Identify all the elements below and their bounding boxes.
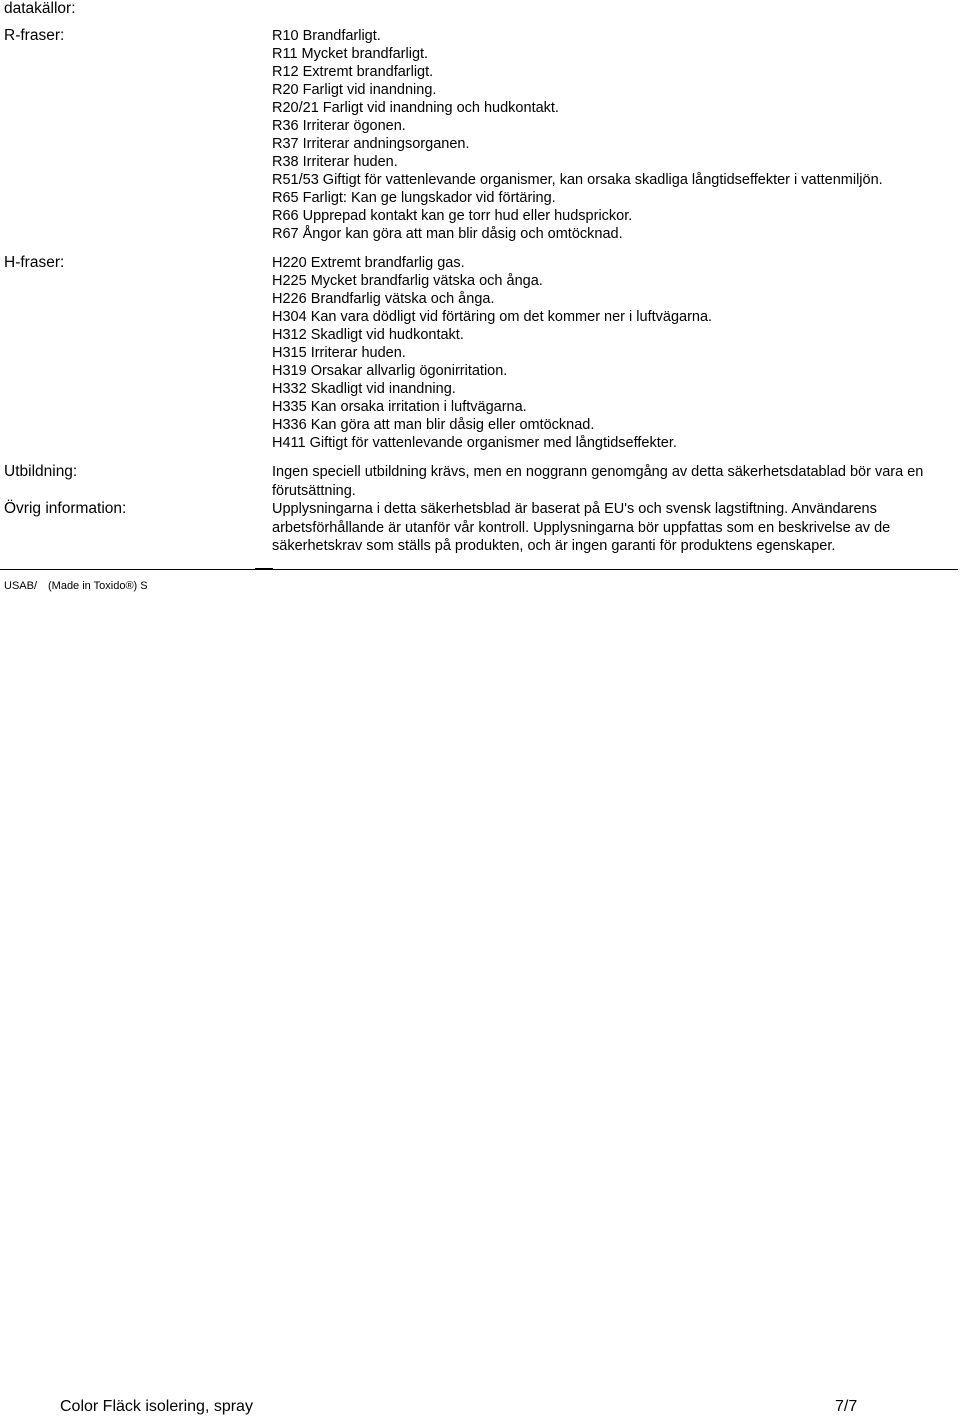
utbildning-text: Ingen speciell utbildning krävs, men en noggrann genomgång av detta säkerhetsdatablad bör vara en förutsättning. [272, 464, 924, 499]
h-phrase: H315 Irriterar huden. [272, 345, 406, 361]
h-phrase: H225 Mycket brandfarlig vätska och ånga. [272, 273, 543, 289]
h-phrase: H226 Brandfarlig vätska och ånga. [272, 291, 495, 307]
r-phrase: R20 Farligt vid inandning. [272, 82, 437, 98]
label-r-fraser: R-fraser: [4, 27, 65, 44]
h-phrase: H312 Skadligt vid hudkontakt. [272, 327, 464, 343]
r-phrase: R38 Irriterar huden. [272, 154, 398, 170]
h-phrase: H220 Extremt brandfarlig gas. [272, 255, 465, 271]
r-phrase: R10 Brandfarligt. [272, 28, 381, 44]
label-utbildning: Utbildning: [4, 463, 78, 480]
r-phrase: R66 Upprepad kontakt kan ge torr hud eller hudsprickor. [272, 208, 633, 224]
h-phrase: H332 Skadligt vid inandning. [272, 381, 456, 397]
h-phrase: H304 Kan vara dödligt vid förtäring om det kommer ner i luftvägarna. [272, 309, 713, 325]
footer-company: USAB/ [4, 580, 38, 592]
r-phrase: R36 Irriterar ögonen. [272, 118, 406, 134]
r-phrase: R20/21 Farligt vid inandning och hudkontakt. [272, 100, 559, 116]
label-ovrig-information: Övrig information: [4, 500, 127, 517]
label-h-fraser: H-fraser: [4, 254, 65, 271]
h-phrase: H411 Giftigt för vattenlevande organismer med långtidseffekter. [272, 435, 677, 451]
footer-product-name: Color Fläck isolering, spray [60, 1398, 253, 1415]
r-phrase: R37 Irriterar andningsorganen. [272, 136, 470, 152]
section-divider [0, 569, 958, 570]
footer-made-in: (Made in Toxido®) S [48, 580, 148, 592]
h-phrase: H335 Kan orsaka irritation i luftvägarna. [272, 399, 527, 415]
label-datakallor: datakällor: [4, 0, 76, 17]
h-phrases-list [272, 254, 712, 452]
ovrig-information-text: Upplysningarna i detta säkerhetsblad är baserat på EU's och svensk lagstiftning. Användarens arbetsförhållande är utanför vår kontroll. Upplysningarna bör uppfattas som en beskrivelse av de säkerhetskrav som ställs på produkten, och är ingen garanti för produktens egenskaper. [272, 501, 891, 554]
r-phrase: R51/53 Giftigt för vattenlevande organismer, kan orsaka skadliga långtidseffekter i vattenmiljön. [272, 172, 883, 188]
h-phrase: H336 Kan göra att man blir dåsig eller omtöcknad. [272, 417, 595, 433]
r-phrase: R12 Extremt brandfarligt. [272, 64, 434, 80]
r-phrase: R67 Ångor kan göra att man blir dåsig och omtöcknad. [272, 226, 623, 242]
h-phrase: H319 Orsakar allvarlig ögonirritation. [272, 363, 508, 379]
r-phrases-list [272, 27, 883, 243]
r-phrase: R65 Farligt: Kan ge lungskador vid förtäring. [272, 190, 556, 206]
r-phrase: R11 Mycket brandfarligt. [272, 46, 429, 62]
footer-page-number: 7/7 [835, 1398, 858, 1415]
